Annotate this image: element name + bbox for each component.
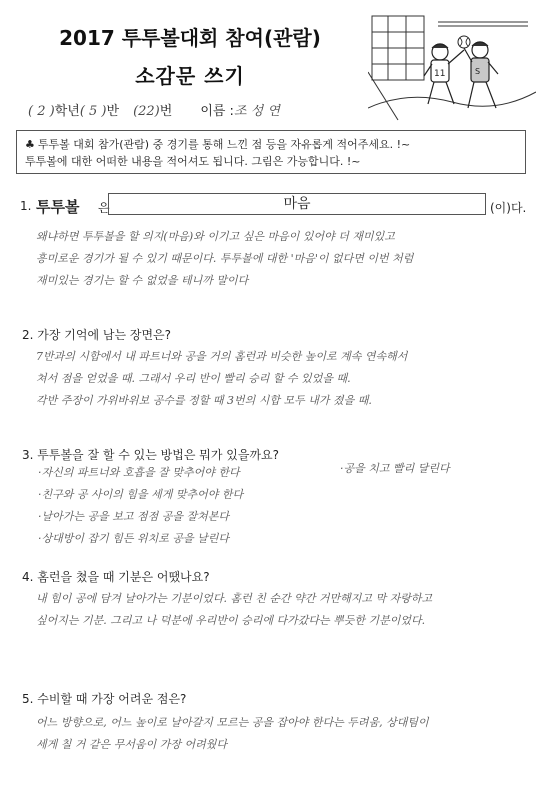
student-info-row [28,100,280,119]
answer-line: 재미있는 경기는 할 수 없었을 테니까 말이다 [36,274,249,287]
class-label: 반 [106,104,120,119]
question-1-number: 1. [20,199,32,213]
answer-line: ·상대방이 잡기 힘든 위치로 공을 날린다 [38,532,229,545]
question-5-title: 5. 수비할 때 가장 어려운 점은? [22,692,187,706]
name-label: 이름 : [200,104,234,119]
question-1-answer-box: 마음 [108,193,486,215]
answer-line: 세게 칠 거 같은 무서움이 가장 어려웠다 [36,738,227,751]
answer-line: ·날아가는 공을 보고 점점 공을 잘쳐본다 [38,510,229,523]
title-line-2: 소감문 쓰기 [135,64,245,88]
svg-text:11: 11 [434,69,446,79]
question-3-title: 3. 투투볼을 잘 할 수 있는 방법은 뭐가 있을까요? [22,448,279,462]
question-1 [20,193,540,221]
question-2-answer [36,346,536,412]
instructions-line-2: 투투볼에 대한 어떠한 내용을 적어셔도 됩니다. 그림은 가능합니다. !~ [25,155,361,168]
question-4-title: 4. 홈런을 쳤을 때 기분은 어땠나요? [22,570,210,584]
class-value: ( 5 ) [79,104,107,119]
instructions-box [16,130,526,174]
answer-line: 쳐서 점을 얻었을 때. 그래서 우리 반이 빨리 승리 할 수 있었을 때. [36,372,351,385]
number-value: (22) [133,104,160,119]
answer-line: 내 힘이 공에 담겨 날아가는 기분이었다. 홈런 친 순간 약간 거만해지고 막 자랑하고 [36,592,433,605]
question-1-subject: 투투볼 [36,198,80,216]
grade-value: ( 2 ) [28,104,55,119]
name-value: 조 성 연 [233,104,280,119]
answer-line: 어느 방향으로, 어느 높이로 날아갈지 모르는 공을 잡아야 한다는 두려움, 상대팀이 [36,716,429,729]
question-1-suffix: (이)다. [490,201,527,215]
number-label: 번 [159,104,173,119]
answer-line: 각반 주장이 가위바위보 공수를 정할 때 3번의 시합 모두 내가 졌을 때. [36,394,372,407]
kids-playing-drawing [368,12,536,122]
grade-label: 학년 [54,104,80,119]
answer-line: 흥미로운 경기가 될 수 있기 때문이다. 투투볼에 대한 '마음'이 없다면 이번 처럼 [36,252,414,265]
answer-line: ·친구와 공 사이의 힘을 세게 맞추어야 한다 [38,488,244,501]
question-3-answer [38,462,243,550]
question-1-answer [36,226,536,292]
answer-line: 7반과의 시합에서 내 파트너와 공을 거의 홈런과 비슷한 높이로 계속 연속해서 [36,350,408,363]
question-1-particle: 은 [98,201,110,215]
title-line-1: 2017 투투볼대회 참여(관람) [59,26,321,50]
svg-text:S: S [475,67,481,76]
answer-line: ·자신의 파트너와 호흡을 잘 맞추어야 한다 [38,466,240,479]
question-3-answer-right: ·공을 치고 빨리 달린다 [340,462,450,475]
club-icon: ♣ [25,138,35,151]
answer-line: 싶어지는 기분. 그리고 나 덕분에 우리반이 승리에 다가갔다는 뿌듯한 기분이었다. [36,614,426,627]
question-4-answer [36,588,536,632]
question-5-answer [36,712,536,756]
answer-line: 왜냐하면 투투볼을 할 의지(마음)와 이기고 싶은 마음이 있어야 더 재미있고 [36,230,395,243]
instructions-line-1: ♣ 투투볼 대회 참가(관람) 중 경기를 통해 느낀 점 등을 자유롭게 적어주세요. !~ [25,138,411,151]
question-2-title: 2. 가장 기억에 남는 장면은? [22,328,171,342]
